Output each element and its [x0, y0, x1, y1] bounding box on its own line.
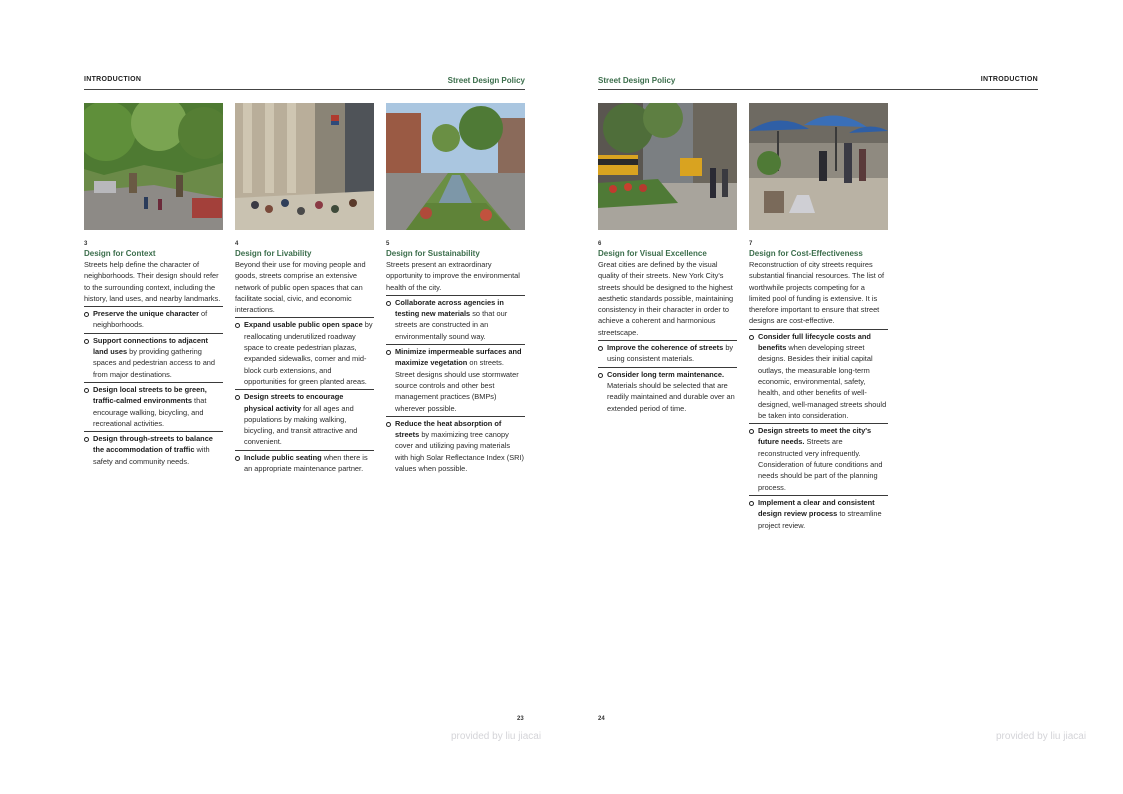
section-intro: Streets present an extraordinary opportunity to improve the environmental health of the city.: [386, 260, 520, 292]
bullet-item: [386, 416, 525, 474]
bullet-icon: [235, 391, 244, 447]
bullet-icon: [598, 342, 607, 365]
bullet-lead: Design local streets to be green, traffic-calmed environments: [93, 384, 207, 406]
bullet-item: [749, 423, 888, 493]
bullet-text: when there is an appropriate maintenance partner.: [244, 452, 368, 474]
column-design-for-visual-excellence: [598, 103, 737, 414]
bullet-lead: Improve the coherence of streets: [607, 343, 724, 353]
bullet-item: [84, 431, 223, 467]
bullet-lead: Collaborate across agencies in testing new materials: [395, 297, 504, 319]
bullet-icon: [749, 497, 758, 531]
bullet-text: by reallocating underutilized roadway space to create pedestrian plazas, expanded sidewalks, corner and mid-block curb extensions, and opportunities for green planted areas.: [244, 320, 373, 386]
bullet-lead: Design streets to encourage physical activity: [244, 392, 344, 413]
bullet-lead: Support connections to adjacent land uses: [93, 335, 208, 357]
page-number-left: 23: [517, 716, 524, 722]
section-number: 6: [598, 241, 602, 247]
bullet-icon: [84, 335, 93, 380]
bullet-lead: Reduce the heat absorption of streets: [395, 418, 502, 440]
bullet-item: [84, 333, 223, 380]
bullet-text: so that our streets are constructed in an environmentally sound way.: [395, 309, 508, 341]
photo-plaza-umbrellas: [749, 103, 888, 230]
bullet-lead: Minimize impermeable surfaces and maximize vegetation: [395, 347, 522, 368]
section-intro: Streets help define the character of neighborhoods. Their design should refer to the surrounding context, including the history, land uses, and nearby landmarks.: [84, 260, 221, 303]
bullet-item: [84, 382, 223, 429]
bullet-text: by using consistent materials.: [607, 343, 734, 364]
section-title: Design for Context: [84, 249, 156, 258]
bullet-lead: Design streets to meet the city's future needs.: [758, 426, 872, 447]
page-number-right: 24: [598, 716, 605, 722]
section-title: Design for Livability: [235, 249, 312, 258]
section-title: Design for Cost-Effectiveness: [749, 249, 863, 258]
section-title: Design for Sustainability: [386, 249, 480, 258]
section-intro: Beyond their use for moving people and goods, streets comprise an extensive network of public open spaces that can facilitate social, civic, and economic interactions.: [235, 260, 366, 315]
bullet-item: [386, 295, 525, 342]
column-design-for-sustainability: [386, 103, 525, 474]
column-design-for-livability: [235, 103, 374, 474]
bullet-lead: Include public seating: [244, 452, 322, 462]
bullet-text: with safety and community needs.: [93, 445, 210, 466]
photo-school-bus-street: [598, 103, 737, 230]
bullet-item: [749, 329, 888, 421]
section-number: 4: [235, 241, 239, 247]
right-running-header-title: Street Design Policy: [598, 76, 676, 85]
bullet-item: [598, 340, 737, 365]
bullet-icon: [386, 418, 395, 474]
right-header-rule: [598, 89, 1038, 90]
bullet-text: by providing gathering spaces and pedestrian access to and from major destinations.: [93, 347, 216, 379]
bullet-item: [84, 306, 223, 331]
section-number: 5: [386, 241, 390, 247]
section-title: Design for Visual Excellence: [598, 249, 707, 258]
bullet-lead: Consider long term maintenance.: [607, 369, 725, 379]
bullet-item: [235, 450, 374, 475]
section-number: 3: [84, 241, 88, 247]
bullet-icon: [84, 433, 93, 467]
bullet-icon: [386, 346, 395, 414]
bullet-text: by maximizing tree canopy cover and utilizing paving materials with high Solar Reflectance Index (SRI) values when possible.: [395, 430, 524, 474]
bullet-icon: [386, 297, 395, 342]
column-design-for-cost-effectiveness: [749, 103, 888, 531]
bullet-lead: Implement a clear and consistent design review process: [758, 497, 875, 519]
bullet-item: [386, 344, 525, 414]
photo-library-steps-plaza: [235, 103, 374, 230]
bullet-text: Materials should be selected that are readily maintained and durable over an extended period of time.: [607, 380, 735, 413]
left-header-rule: [84, 89, 525, 90]
bullet-text: for all ages and populations by making walking, bicycling, and transit attractive and convenient.: [244, 403, 358, 447]
bullet-icon: [84, 308, 93, 331]
bullet-item: [598, 367, 737, 414]
bullet-lead: Consider full lifecycle costs and benefits: [758, 331, 871, 353]
bullet-icon: [84, 384, 93, 429]
column-design-for-context: [84, 103, 223, 467]
left-running-header-section: INTRODUCTION: [84, 76, 142, 83]
watermark-right: provided by liu jiacai: [996, 731, 1087, 742]
watermark-left: provided by liu jiacai: [451, 731, 542, 742]
section-intro: Reconstruction of city streets requires substantial financial resources. The list of worthwhile projects competing for a limited pool of funding is extensive. It is therefore important to ensure that street designs are cost-effective.: [749, 260, 885, 326]
bullet-text: to streamline project review.: [758, 509, 882, 530]
bullet-icon: [235, 319, 244, 387]
bullet-icon: [749, 331, 758, 421]
right-running-header-section: INTRODUCTION: [980, 76, 1038, 83]
bullet-text: on streets. Street designs should use stormwater source controls and other best management practices (BMPs) wherever possible.: [395, 358, 519, 413]
photo-tree-lined-street: [84, 103, 223, 230]
bullet-text: of neighborhoods.: [93, 309, 208, 330]
bullet-text: when developing street designs. Besides their initial capital outlays, the measurable long-term economic, environmental, safety, health, and other benefits of well-designed, well-managed streets should be taken into consideration.: [758, 343, 887, 420]
bullet-text: Streets are reconstructed very infrequently. Consideration of future conditions and needs should be part of the planning process.: [758, 437, 883, 492]
bullet-item: [749, 495, 888, 531]
bullet-lead: Preserve the unique character: [93, 309, 199, 319]
bullet-item: [235, 317, 374, 387]
left-running-header-title: Street Design Policy: [447, 76, 525, 85]
bullet-icon: [235, 452, 244, 475]
photo-planted-median: [386, 103, 525, 230]
bullet-icon: [749, 425, 758, 493]
bullet-text: that encourage walking, bicycling, and recreational activities.: [93, 396, 207, 428]
bullet-lead: Design through-streets to balance the accommodation of traffic: [93, 434, 213, 455]
bullet-icon: [598, 369, 607, 414]
bullet-lead: Expand usable public open space: [244, 320, 363, 330]
section-number: 7: [749, 241, 753, 247]
section-intro: Great cities are defined by the visual quality of their streets. New York City's streets should be designed to the highest aesthetic standards possible, maintaining consistency in their character in order to achieve a coherent and harmonious streetscape.: [598, 260, 734, 337]
bullet-item: [235, 389, 374, 447]
